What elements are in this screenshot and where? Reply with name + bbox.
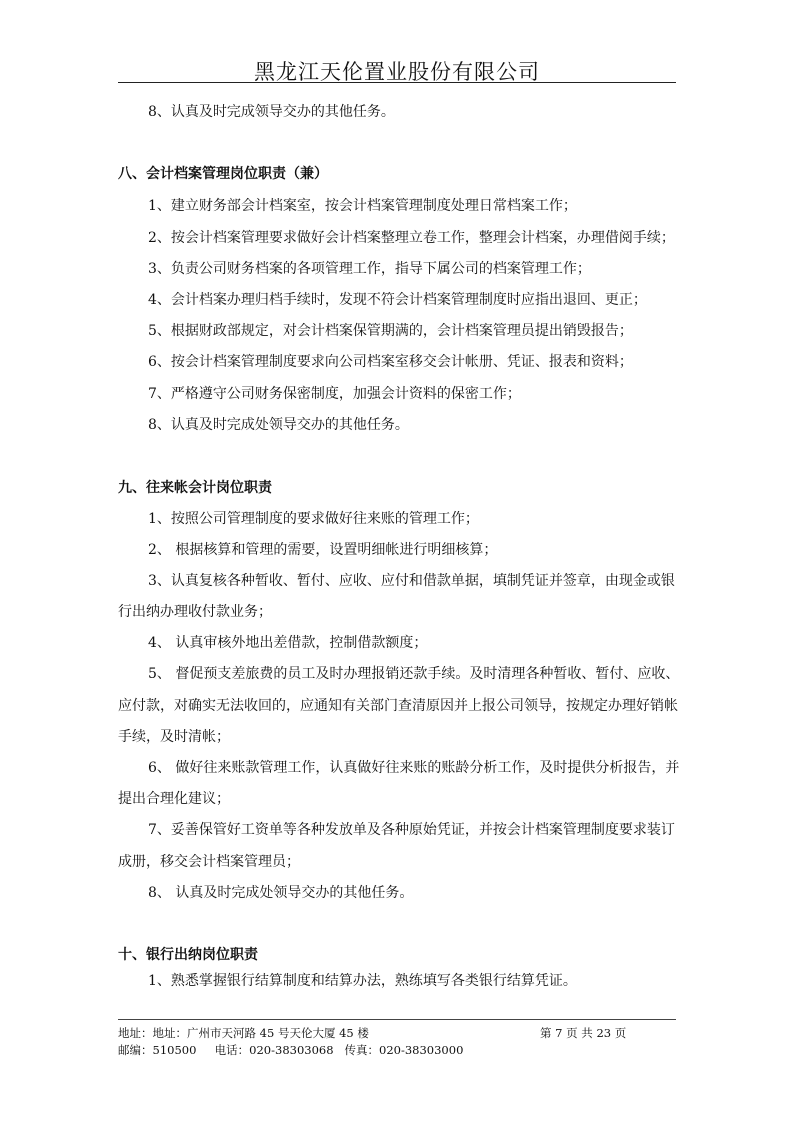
section-10-heading: 十、银行出纳岗位职责: [118, 947, 258, 963]
section-8-item: 7、严格遵守公司财务保密制度，加强会计资料的保密工作；: [148, 386, 521, 402]
section-9-line: 6、 做好往来账款管理工作，认真做好往来账的账龄分析工作，及时提供分析报告，并: [148, 760, 680, 776]
company-title: 黑龙江天伦置业股份有限公司: [254, 60, 540, 84]
section-9-line: 7、妥善保管好工资单等各种发放单及各种原始凭证，并按会计档案管理制度要求装订: [148, 822, 675, 838]
section-9-line: 4、 认真审核外地出差借款，控制借款额度；: [148, 635, 428, 651]
footer-divider: [118, 1019, 676, 1020]
section-8-item: 8、认真及时完成处领导交办的其他任务。: [148, 417, 409, 433]
section-8-item: 1、建立财务部会计档案室，按会计档案管理制度处理日常档案工作；: [148, 198, 577, 214]
section-8-item: 2、按会计档案管理要求做好会计档案整理立卷工作，整理会计档案，办理借阅手续；: [148, 230, 675, 246]
footer-contact: 邮编：510500 电话：020-38303068 传真：020-38303000: [118, 1043, 464, 1057]
section-8-item: 4、会计档案办理归档手续时，发现不符会计档案管理制度时应指出退回、更正；: [148, 292, 647, 308]
section-8-heading: 八、会计档案管理岗位职责（兼）: [118, 166, 328, 182]
section-9-line: 3、认真复核各种暂收、暂付、应收、应付和借款单据，填制凭证并签章，由现金或银: [148, 573, 675, 589]
section-8-item: 5、根据财政部规定，对会计档案保管期满的，会计档案管理员提出销毁报告；: [148, 323, 633, 339]
intro-item: 8、认真及时完成领导交办的其他任务。: [148, 104, 395, 120]
section-9-line: 1、按照公司管理制度的要求做好往来账的管理工作；: [148, 511, 479, 527]
section-9-line: 行出纳办理收付款业务；: [118, 604, 272, 620]
section-8-item: 6、按会计档案管理制度要求向公司档案室移交会计帐册、凭证、报表和资料；: [148, 354, 633, 370]
section-9-line: 手续，及时清帐；: [118, 729, 230, 745]
section-9-line: 2、 根据核算和管理的需要，设置明细帐进行明细核算；: [148, 542, 498, 558]
section-9-line: 8、 认真及时完成处领导交办的其他任务。: [148, 885, 414, 901]
section-8-item: 3、负责公司财务档案的各项管理工作，指导下属公司的档案管理工作；: [148, 261, 591, 277]
section-10-item: 1、熟悉掌握银行结算制度和结算办法，熟练填写各类银行结算凭证。: [148, 973, 577, 989]
footer-address: 地址：地址：广州市天河路 45 号天伦大厦 45 楼: [118, 1026, 369, 1040]
section-9-line: 成册，移交会计档案管理员；: [118, 854, 300, 870]
header-divider: [118, 82, 676, 83]
footer-page-number: 第 7 页 共 23 页: [540, 1026, 627, 1040]
section-9-heading: 九、往来帐会计岗位职责: [118, 480, 272, 496]
section-9-line: 5、 督促预支差旅费的员工及时办理报销还款手续。及时清理各种暂收、暂付、应收、: [148, 666, 680, 682]
section-9-line: 应付款，对确实无法收回的，应通知有关部门查清原因并上报公司领导，按规定办理好销帐: [118, 698, 678, 714]
section-9-line: 提出合理化建议；: [118, 791, 230, 807]
